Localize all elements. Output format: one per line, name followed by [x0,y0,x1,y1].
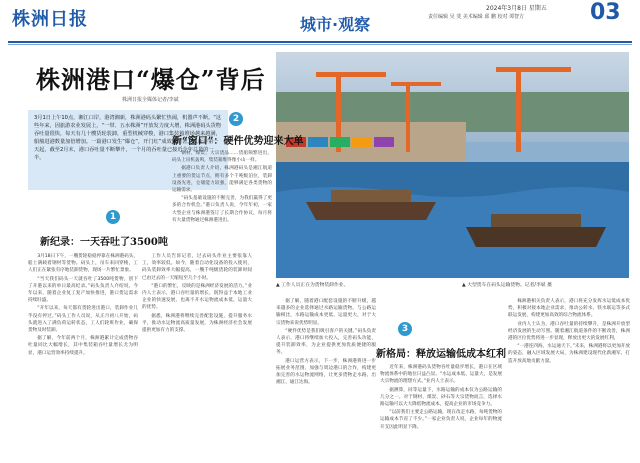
body-column-2b [276,298,376,459]
body-paragraph: 3月18日下午，一艘货轮稳稳停靠在株洲港码头，船上满载着钢材等货物。码头上，吊车来回穿梭，工人们正在紧张有序地装卸货物，现场一片繁忙景象。 [28,254,138,274]
byline: 株洲日报全媒体记者/李斌 [122,97,179,103]
body-paragraph: 钢材、煤炭、大宗货品……货船频繁进出，码头上吊机轰鸣，集装箱堆得像小山一样。 [172,151,272,164]
section-number-badge: 2 [229,112,243,126]
section-title-1: 新纪录：一天吞吐了3500吨 [40,237,168,248]
editor-credits: 责任编辑 吴 斐 美术编辑 邱 鹏 校对 谭智方 [428,14,525,20]
body-column-1b [142,253,252,459]
lead-paragraph: 3月1日上午10点，湘江口岸，港湾湘新，株洲港码头繁忙热闹，机器声不断。“这些年来，因旅游农业发展上，“一带、五水株洲”开放发力度大增，株洲港码头货物吞吐量很快，每天有几十艘货轮装卸，重型机械穿梭，港口集装箱堆场越来越满，船舶进港数量加倍增加。一篇港口发生“爆仓”，开门红”成效很显著。从新年第一天起，截至2月末，港口吞吐量不断攀升，一个月的吞吐量已接近全年总量的一半。 [28,110,228,190]
body-paragraph: 据了解，今年前两个月，株洲港累计完成货物吞吐量同比大幅增长，其中集装箱吞吐量增长尤为明显，港口运营效率持续提升。 [28,336,138,356]
photo-caption-left: ▲ 工作人员正在为货物装卸作业。 [276,283,349,288]
section-number-badge: 3 [398,322,412,336]
body-paragraph: 工作人员告诉记者，过去码头作业主要依靠人工，效率较低。如今，随着自动化设备的投入使用，码头装卸效率大幅提高，一艘千吨级货轮的装卸时间已由过去的一天缩短至几个小时。 [142,254,252,281]
body-paragraph: 业内人士认为，港口吞吐量的持续攀升，是株洲开放型经济发展的生动写照。随着湘江航道条件的不断改善，株洲港的区位优势将进一步显现，释放出更大的发展红利。 [508,321,630,342]
body-column-3a [380,364,502,459]
body-paragraph: “开年以来，每天都有货轮进出港口，装卸作业几乎没有停过。”码头工作人员说，从正月初八开始，码头就进入了满负荷运转状态，工人们轮班作业，确保货物及时装卸。 [28,306,138,334]
section-title-3: 新格局：释放运输低成本红利 [376,349,506,360]
section-title-2: 新“窗口”：硬件优势迎来大单 [172,136,304,147]
port-photo [276,52,629,278]
body-column-2a [172,150,272,280]
body-paragraph: “港口的繁忙，反映的是株洲经济发展的活力。”业内人士表示，港口吞吐量的增长，既得益于本地工业企业的快速发展，也离不开水运物流成本低、运量大的优势。 [142,283,252,311]
body-paragraph: “以前我们主要走公路运输，现在改走水路，每吨货物的运输成本节省了不少。”一家企业负责人说，企业每年的物流开支因此明显下降。 [380,410,502,430]
newspaper-logo: 株洲日报 [12,9,88,30]
body-paragraph: 港口运营方表示，下一步，株洲港将进一步拓展业务范围，加强与周边港口的合作，构建更加完善的水运物流网络，让更多货物走水路、出湘江、通江达海。 [276,358,376,386]
header-rule-thin [8,44,632,45]
page-headline: 株洲港口“爆仓”背后 [36,65,266,94]
section-number-badge: 1 [106,210,120,224]
body-paragraph: “一港连四海，水运通天下。”未来，株洲港将以更加开放的姿态，融入区域发展大局，为株洲建设现代化新湘军、打造开放高地贡献力量。 [508,344,630,364]
body-paragraph: 据港口负责人介绍，株洲港码头是湘江航道上重要的货运节点，拥有多个千吨级泊位，装卸设备先进，仓储能力较强，能够满足各类货物的运输需求。 [172,166,272,194]
photo-caption-right: ▲ 大型货车在码头运输货物。记者/李斌 摄 [462,283,552,288]
body-paragraph: 近年来，株洲港码头货物吞吐量稳步增长，港口在区域物流体系中的地位日益凸显。“水运成本低、运量大，是发展大宗物流的理想方式。”业内人士表示。 [380,365,502,385]
body-column-1a [28,253,138,459]
port-photo-illustration [276,52,629,278]
issue-date: 2024年3月8日 星期五 [486,5,547,12]
body-paragraph: “硬件优势是我们吸引客户的关键。”码头负责人表示，港口将继续加大投入，完善码头功能，提升装卸效率，为企业提供更加优质便捷的服务。 [276,328,376,356]
body-paragraph: 据了解，随着港口配套设施的不断升级，越来越多的企业选择通过水路运输货物。与公路运输相比，水路运输成本更低、运量更大，对于大宗货物来说优势明显。 [276,299,376,326]
header-rule [8,41,632,43]
body-paragraph: “当天我们码头一天就吞吐了3500吨货物，创下了开港以来的单日最高纪录。”码头负责人介绍说，今年以来，随着企业复工复产加快推进，港口货运需求持续旺盛。 [28,276,138,304]
masthead [0,0,640,46]
page-number: 03 [590,0,621,25]
body-paragraph: 据测算，同等运量下，水路运输的成本仅为公路运输的几分之一。对于钢材、煤炭、砂石等大宗货物而言，选择水路运输可以大大降低物流成本，提高企业的市场竞争力。 [380,387,502,408]
body-paragraph: 株洲港相关负责人表示，港口将充分发挥水运低成本优势，积极对接本地企业需求，推动公转水、铁水联运等多式联运发展，构建更加高效的综合物流体系。 [508,299,630,319]
body-column-3b [508,298,630,459]
section-title: 城市·观察 [300,15,371,34]
body-paragraph: 据悉，株洲港将继续完善配套设施，提升服务水平，推动水运物流高质量发展，为株洲经济社会发展提供更加有力的支撑。 [142,313,252,334]
body-paragraph: “码头基础设施的不断完善，为我们赢得了更多的合作机会。”港口负责人说，今年年初，一家大型企业与株洲港签订了长期合作协议，每月将有大量货物通过株洲港进出。 [172,196,272,223]
